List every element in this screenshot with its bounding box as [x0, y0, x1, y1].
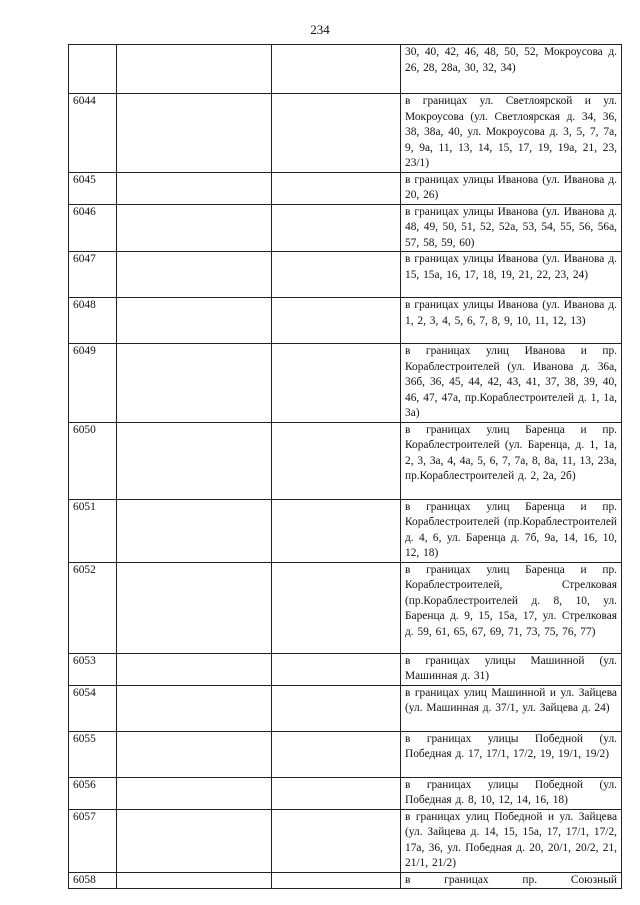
district-number-cell: 6058: [69, 872, 117, 889]
table-row: [69, 252, 622, 298]
district-boundary-description: в границах улицы Иванова (ул. Иванова д. 48, 49, 50, 51, 52, 52а, 53, 54, 55, 56, 56а, 57, 58, 59, 60): [401, 204, 622, 252]
table-row: [69, 204, 622, 252]
table-row: [69, 809, 622, 872]
table-row: [69, 777, 622, 809]
district-boundary-description: в границах улиц Баренца и пр. Кораблестроителей (ул. Баренца, д. 1, 1а, 2, 3, 3а, 4, 4а, 5, 6, 7, 7а, 8, 8а, 11, 13, 23а, пр.Кораблестроителей д. 2, 2а, 2б): [401, 422, 622, 499]
empty-cell: [117, 422, 272, 499]
district-boundary-description: в границах улицы Иванова (ул. Иванова д. 1, 2, 3, 4, 5, 6, 7, 8, 9, 10, 11, 12, 13): [401, 298, 622, 344]
district-number-cell: 6055: [69, 731, 117, 777]
district-number-cell: 6050: [69, 422, 117, 499]
table-row: [69, 94, 622, 173]
empty-cell: [117, 45, 272, 94]
district-boundary-description: в границах улицы Иванова (ул. Иванова д. 15, 15а, 16, 17, 18, 19, 21, 22, 23, 24): [401, 252, 622, 298]
empty-cell: [117, 172, 272, 204]
table-row: [69, 422, 622, 499]
table-row: [69, 731, 622, 777]
table-row: [69, 562, 622, 653]
empty-cell: [272, 422, 401, 499]
empty-cell: [117, 252, 272, 298]
district-number-cell: 6056: [69, 777, 117, 809]
polling-district-table: [68, 44, 622, 889]
district-boundary-description: в границах улиц Баренца и пр. Кораблестроителей, Стрелковая (пр.Кораблестроителей д. 8, 10, ул. Баренца д. 9, 15, 15а, 17, ул. Стрелковая д. 59, 61, 65, 67, 69, 71, 73, 75, 76, 77): [401, 562, 622, 653]
district-number-cell: 6049: [69, 344, 117, 423]
district-number-cell: 6044: [69, 94, 117, 173]
district-number-cell: 6053: [69, 653, 117, 685]
empty-cell: [272, 872, 401, 889]
table-row: [69, 344, 622, 423]
district-number-cell: 6047: [69, 252, 117, 298]
empty-cell: [272, 94, 401, 173]
empty-cell: [117, 731, 272, 777]
empty-cell: [272, 685, 401, 731]
district-boundary-description: в границах улиц Машинной и ул. Зайцева (ул. Машинная д. 37/1, ул. Зайцева д. 24): [401, 685, 622, 731]
district-number-cell: 6051: [69, 499, 117, 562]
empty-cell: [272, 45, 401, 94]
district-number-cell: [69, 45, 117, 94]
district-number-cell: 6046: [69, 204, 117, 252]
district-number-cell: 6052: [69, 562, 117, 653]
district-number-cell: 6048: [69, 298, 117, 344]
district-boundary-description: в границах пр. Союзный: [401, 872, 622, 889]
empty-cell: [117, 777, 272, 809]
empty-cell: [117, 298, 272, 344]
empty-cell: [117, 809, 272, 872]
empty-cell: [272, 653, 401, 685]
empty-cell: [272, 204, 401, 252]
empty-cell: [272, 298, 401, 344]
table-row: [69, 653, 622, 685]
table-row: [69, 499, 622, 562]
empty-cell: [117, 562, 272, 653]
district-boundary-description: 30, 40, 42, 46, 48, 50, 52, Мокроусова д. 26, 28, 28а, 30, 32, 34): [401, 45, 622, 94]
district-number-cell: 6057: [69, 809, 117, 872]
district-boundary-description: в границах улиц Иванова и пр. Кораблестроителей (ул. Иванова д. 36а, 36б, 36, 45, 44, 42, 43, 41, 37, 38, 39, 40, 46, 47, 47а, пр.Кораблестроителей д. 1, 1а, 3а): [401, 344, 622, 423]
district-boundary-description: в границах улицы Победной (ул. Победная д. 8, 10, 12, 14, 16, 18): [401, 777, 622, 809]
empty-cell: [272, 252, 401, 298]
empty-cell: [117, 872, 272, 889]
empty-cell: [272, 562, 401, 653]
district-boundary-description: в границах улиц Баренца и пр. Кораблестроителей (пр.Кораблестроителей д. 4, 6, ул. Баренца д. 7б, 9а, 14, 16, 10, 12, 18): [401, 499, 622, 562]
table-row: [69, 872, 622, 889]
table-row: [69, 298, 622, 344]
table-row: [69, 45, 622, 94]
district-number-cell: 6054: [69, 685, 117, 731]
district-boundary-description: в границах улиц Победной и ул. Зайцева (ул. Зайцева д. 14, 15, 15а, 17, 17/1, 17/2, 17а, 36, ул. Победная д. 20, 20/1, 20/2, 21, 21/1, 21/2): [401, 809, 622, 872]
empty-cell: [117, 499, 272, 562]
district-boundary-description: в границах ул. Светлоярской и ул. Мокроусова (ул. Светлоярская д. 34, 36, 38, 38а, 40, ул. Мокроусова д. 3, 5, 7, 7а, 9, 9а, 11, 13, 14, 15, 17, 19, 19а, 21, 23, 23/1): [401, 94, 622, 173]
district-boundary-description: в границах улицы Победной (ул. Победная д. 17, 17/1, 17/2, 19, 19/1, 19/2): [401, 731, 622, 777]
district-number-cell: 6045: [69, 172, 117, 204]
empty-cell: [272, 499, 401, 562]
empty-cell: [117, 653, 272, 685]
empty-cell: [117, 94, 272, 173]
page-number: 234: [310, 22, 330, 37]
empty-cell: [272, 731, 401, 777]
empty-cell: [272, 344, 401, 423]
empty-cell: [272, 777, 401, 809]
table-row: [69, 172, 622, 204]
empty-cell: [117, 204, 272, 252]
district-boundary-description: в границах улицы Иванова (ул. Иванова д. 20, 26): [401, 172, 622, 204]
district-boundary-description: в границах улицы Машинной (ул. Машинная д. 31): [401, 653, 622, 685]
empty-cell: [272, 172, 401, 204]
empty-cell: [117, 344, 272, 423]
table-row: [69, 685, 622, 731]
empty-cell: [272, 809, 401, 872]
empty-cell: [117, 685, 272, 731]
